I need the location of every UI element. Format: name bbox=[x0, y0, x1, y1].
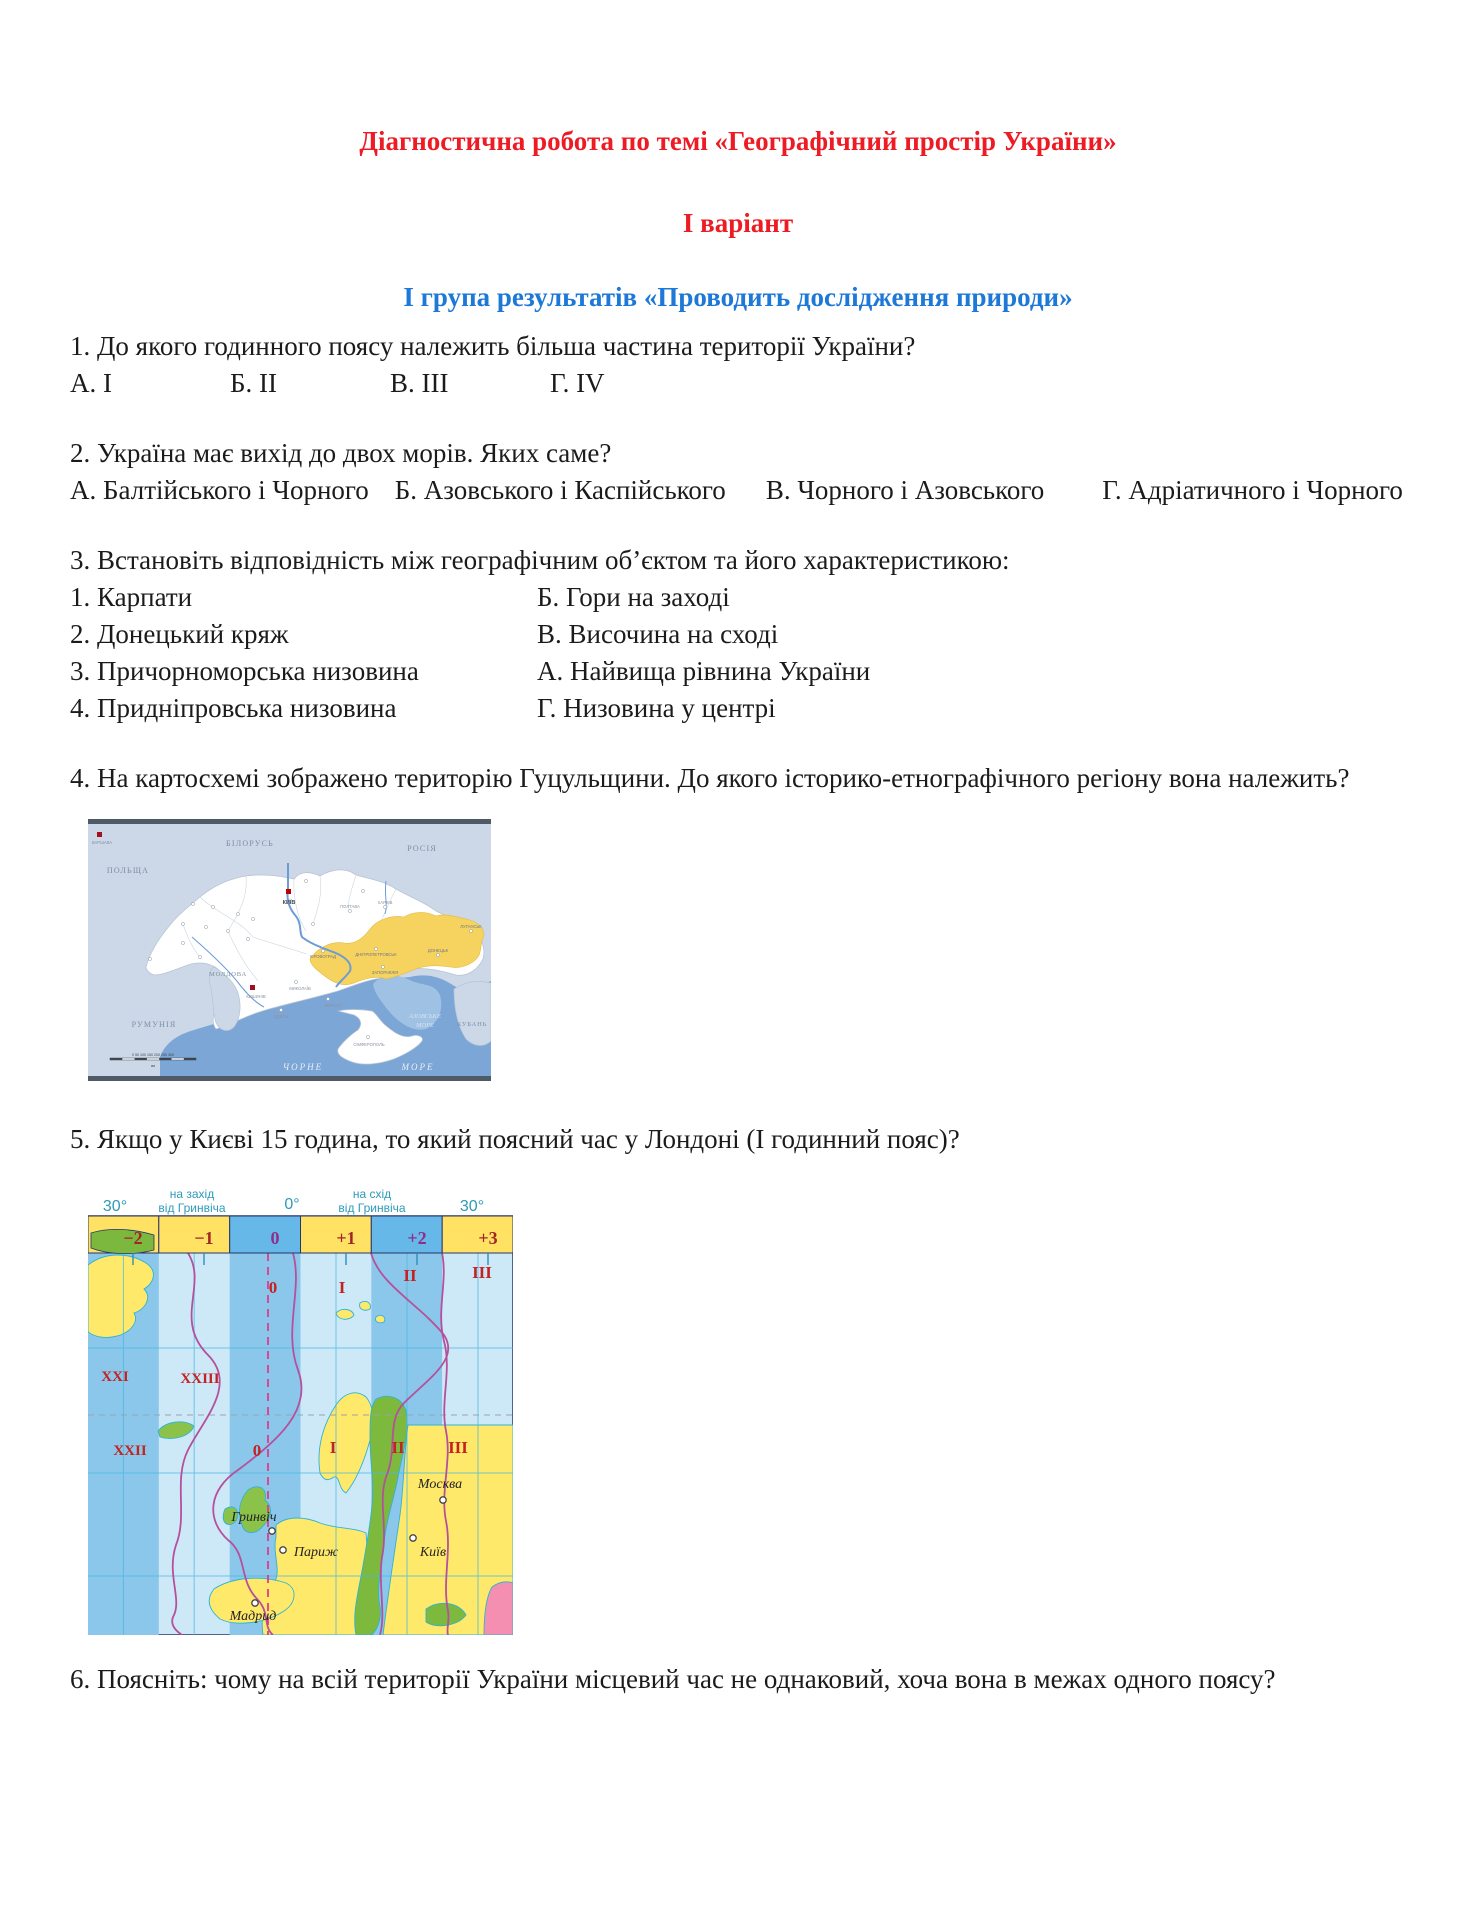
poltava-label: ПОЛТАВА bbox=[340, 904, 360, 909]
azov-sea-label-2: МОРЕ bbox=[415, 1022, 435, 1029]
kuban-label: КУБАНЬ bbox=[456, 1021, 488, 1028]
greenwich-label: Гринвіч bbox=[231, 1510, 277, 1525]
kyiv-label: КИЇВ bbox=[282, 900, 296, 906]
offset-plus3: +3 bbox=[478, 1228, 498, 1248]
question-2-options bbox=[70, 472, 1406, 509]
black-sea-label-1: ЧОРНЕ bbox=[282, 1062, 324, 1072]
variant-heading: І варіант bbox=[682, 208, 794, 238]
madrid-label: Мадрид bbox=[229, 1609, 277, 1624]
paris-label: Париж bbox=[293, 1545, 339, 1560]
timezone-map-body bbox=[88, 1216, 513, 1635]
zaporizhzhia-label: ЗАПОРІЖЖЯ bbox=[371, 970, 399, 975]
kirovohrad-label: КІРОВОГРАД bbox=[309, 954, 337, 959]
donetsk-label: ДОНЕЦЬК bbox=[427, 948, 449, 953]
question-6-text: 6. Поясніть: чому на всій території України місцевий час не однаковий, хоча вона в межах одного поясу? bbox=[70, 1664, 1276, 1694]
timezone-map-figure bbox=[88, 1185, 513, 1635]
question-5-text: 5. Якщо у Києві 15 година, то який поясний час у Лондоні (І годинний пояс)? bbox=[70, 1124, 960, 1154]
simferopol-label: СІМФЕРОПОЛЬ bbox=[353, 1042, 385, 1047]
question-1-options bbox=[70, 365, 1406, 402]
match-row-4 bbox=[70, 690, 1406, 727]
black-sea-label-2: МОРЕ bbox=[401, 1062, 435, 1072]
kyiv-city-label: Київ bbox=[419, 1545, 447, 1560]
chisinau-label: КИШИНІВ bbox=[246, 994, 266, 999]
zone-upper-3: III bbox=[472, 1263, 492, 1282]
luhansk-label: ЛУГАНСЬК bbox=[460, 924, 482, 929]
warsaw-label: ВАРШАВА bbox=[91, 840, 113, 845]
moldova-label: МОЛДОВА bbox=[209, 971, 247, 978]
axis-zero: 0° bbox=[284, 1196, 300, 1213]
romania-label: РУМУНІЯ bbox=[131, 1020, 177, 1029]
map1-bottom-bar bbox=[88, 1076, 491, 1081]
scale-ticks: 0 50 100 150 200 250 300 bbox=[132, 1053, 174, 1057]
zone-mid-0: 0 bbox=[252, 1441, 262, 1460]
q2-option-v: В. Чорного і Азовського bbox=[765, 475, 1045, 505]
axis-west-line2: від Гринвіча bbox=[158, 1201, 226, 1215]
map1-top-bar bbox=[88, 819, 491, 824]
match-right-4: Г. Низовина у центрі bbox=[537, 693, 776, 723]
zone-left-xxi: XXI bbox=[101, 1369, 129, 1385]
zone-left-xxii: XXII bbox=[113, 1443, 147, 1459]
question-1-text: 1. До якого годинного поясу належить більша частина території України? bbox=[70, 331, 916, 361]
document-title: Діагностична робота по темі «Географічний простір України» bbox=[359, 126, 1117, 156]
warsaw-marker bbox=[97, 832, 102, 837]
zone-upper-1: I bbox=[338, 1278, 346, 1297]
chisinau-marker bbox=[250, 985, 255, 990]
question-3-text: 3. Встановіть відповідність між географічним об’єктом та його характеристикою: bbox=[70, 545, 1010, 575]
q2-option-g: Г. Адріатичного і Чорного bbox=[1102, 475, 1403, 505]
russia-label: РОСІЯ bbox=[407, 844, 437, 853]
match-row-1 bbox=[70, 579, 1406, 616]
ukraine-map-figure bbox=[88, 819, 491, 1081]
zone-mid-1: I bbox=[329, 1438, 337, 1457]
kyiv-marker bbox=[286, 889, 291, 894]
azov-sea-label-1: АЗОВСЬКЕ bbox=[409, 1013, 441, 1020]
q1-option-g: Г. IV bbox=[550, 368, 605, 398]
axis-east-line2: від Гринвіча bbox=[338, 1201, 406, 1215]
belarus-label: БІЛОРУСЬ bbox=[226, 839, 274, 848]
offset-plus1: +1 bbox=[336, 1228, 356, 1248]
q2-option-b: Б. Азовського і Каспійського bbox=[394, 475, 726, 505]
zone-mid-2: II bbox=[391, 1438, 405, 1457]
question-2-text: 2. Україна має вихід до двох морів. Яких саме? bbox=[70, 438, 612, 468]
axis-west-line1: на захід bbox=[169, 1187, 215, 1201]
zone-upper-2: II bbox=[403, 1266, 417, 1285]
mykolaiv-label: МИКОЛАЇВ bbox=[289, 986, 311, 991]
match-right-3: А. Найвища рівнина України bbox=[537, 656, 871, 686]
poland-label: ПОЛЬЩА bbox=[106, 866, 150, 875]
match-left-3: 3. Причорноморська низовина bbox=[70, 656, 419, 686]
offset-minus2: −2 bbox=[123, 1228, 143, 1248]
q1-option-b: Б. ІІ bbox=[230, 368, 277, 398]
q2-option-a: А. Балтійського і Чорного bbox=[70, 475, 369, 505]
zone-upper-0: 0 bbox=[268, 1278, 278, 1297]
axis-east-line1: на схід bbox=[352, 1187, 392, 1201]
kherson-label: ХЕРСОН bbox=[324, 1003, 342, 1008]
match-left-4: 4. Придніпровська низовина bbox=[70, 693, 397, 723]
zone-mid-3: III bbox=[448, 1438, 468, 1457]
match-row-3 bbox=[70, 653, 1406, 690]
axis-left-30: 30° bbox=[102, 1198, 128, 1215]
match-row-2 bbox=[70, 616, 1406, 653]
section-heading: І група результатів «Проводить дослідження природи» bbox=[403, 282, 1073, 312]
match-right-2: В. Височина на сході bbox=[537, 619, 779, 649]
question-4-text: 4. На картосхемі зображено територію Гуцульщини. До якого історико-етнографічного регіону вона належить? bbox=[70, 763, 1350, 793]
axis-right-30: 30° bbox=[459, 1198, 485, 1215]
zone-left-xxiii: XXIII bbox=[180, 1371, 220, 1387]
q1-option-v: В. ІІІ bbox=[390, 368, 449, 398]
offset-minus1: −1 bbox=[194, 1228, 214, 1248]
document-page bbox=[70, 0, 1406, 1698]
kharkiv-label: ХАРКІВ bbox=[377, 900, 393, 905]
match-right-1: Б. Гори на заході bbox=[537, 582, 730, 612]
matching-list bbox=[70, 579, 1406, 727]
odesa-label: ОДЕСА bbox=[273, 1014, 289, 1019]
dnipropetrovsk-label: ДНІПРОПЕТРОВСЬК bbox=[355, 952, 397, 957]
offset-zero: 0 bbox=[270, 1228, 280, 1248]
match-left-2: 2. Донецький кряж bbox=[70, 619, 289, 649]
q1-option-a: А. І bbox=[70, 368, 112, 398]
offset-plus2: +2 bbox=[407, 1228, 427, 1248]
moscow-label: Москва bbox=[417, 1477, 463, 1492]
scale-unit: км bbox=[150, 1064, 156, 1068]
match-left-1: 1. Карпати bbox=[70, 582, 193, 612]
